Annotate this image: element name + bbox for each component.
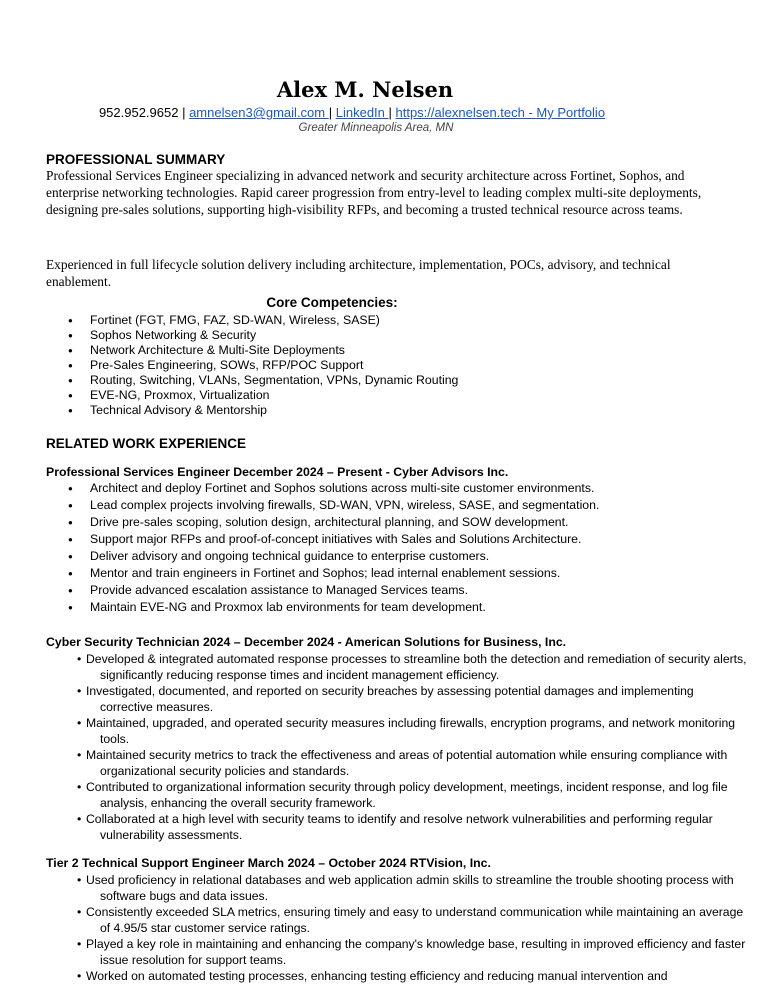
summary-paragraph: Experienced in full lifecycle solution delivery including architecture, implementation, POCs, advisory, and technical enablement.	[46, 257, 671, 289]
list-item: ● Sophos Networking & Security	[68, 328, 458, 343]
contact-separator: |	[178, 105, 190, 120]
list-item: ● Drive pre-sales scoping, solution design, architectural planning, and SOW development.	[68, 514, 599, 531]
job-title: Cyber Security Technician 2024 – December 2024 - American Solutions for Business, Inc.	[46, 635, 567, 649]
list-item: ● Support major RFPs and proof-of-concept initiatives with Sales and Solutions Architecture.	[68, 531, 599, 548]
list-item: • Consistently exceeded SLA metrics, ensuring timely and easy to understand communication while maintaining an average of 4.95/5 star customer service ratings.	[68, 904, 748, 936]
list-item: ● Mentor and train engineers in Fortinet and Sophos; lead internal enablement sessions.	[68, 565, 599, 582]
list-item: ● Provide advanced escalation assistance to Managed Services teams.	[68, 582, 599, 599]
list-item: • Maintained security metrics to track the effectiveness and areas of potential automation while ensuring compliance with organizational security policies and standards.	[68, 747, 748, 779]
linkedin-link[interactable]: LinkedIn	[335, 105, 389, 120]
list-item: ● Network Architecture & Multi-Site Deployments	[68, 343, 458, 358]
contact-separator: |	[328, 105, 336, 120]
location: Greater Minneapolis Area, MN	[298, 122, 454, 134]
job-bullet-list	[68, 480, 599, 616]
list-item: ● Lead complex projects involving firewalls, SD-WAN, VPN, wireless, SASE, and segmentation.	[68, 497, 599, 514]
job-bullet-list	[68, 651, 748, 843]
list-item: ● Maintain EVE-NG and Proxmox lab environments for team development.	[68, 599, 599, 616]
list-item: • Used proficiency in relational databases and web application admin skills to streamline the trouble shooting process with software bugs and data issues.	[68, 872, 748, 904]
summary-paragraph: Professional Services Engineer specializing in advanced network and security architecture across Fortinet, Sophos, and enterprise networking technologies. Rapid career progression from entry-level to leading complex multi-site deployments, designing pre-sales solutions, supporting high-visibility RFPs, and becoming a trusted technical resource across teams.	[46, 168, 702, 217]
list-item: • Developed & integrated automated response processes to streamline both the detection and remediation of security alerts, significantly reducing response times and incident management efficiency.	[68, 651, 748, 683]
phone-number: 952.952.9652	[98, 105, 179, 120]
summary-heading: PROFESSIONAL SUMMARY	[46, 152, 226, 167]
competencies-title: Core Competencies:	[266, 295, 398, 310]
list-item: ● Architect and deploy Fortinet and Sophos solutions across multi-site customer environments.	[68, 480, 599, 497]
list-item: ● Pre-Sales Engineering, SOWs, RFP/POC Support	[68, 358, 458, 373]
job-title: Tier 2 Technical Support Engineer March 2024 – October 2024 RTVision, Inc.	[46, 856, 491, 870]
list-item: • Maintained, upgraded, and operated security measures including firewalls, encryption programs, and network monitoring tools.	[68, 715, 748, 747]
list-item: • Contributed to organizational information security through policy development, meetings, incident response, and log file analysis, enhancing the overall security framework.	[68, 779, 748, 811]
contact-separator: |	[388, 105, 396, 120]
job-title: Professional Services Engineer December 2024 – Present - Cyber Advisors Inc.	[46, 465, 509, 479]
competencies-list	[68, 313, 458, 418]
list-item: ● Fortinet (FGT, FMG, FAZ, SD-WAN, Wireless, SASE)	[68, 313, 458, 328]
list-item: • Worked on automated testing processes, enhancing testing efficiency and reducing manual intervention and	[68, 968, 748, 984]
list-item: ● Deliver advisory and ongoing technical guidance to enterprise customers.	[68, 548, 599, 565]
portfolio-link[interactable]: https://alexnelsen.tech - My Portfolio	[395, 105, 606, 120]
list-item: • Collaborated at a high level with security teams to identify and resolve network vulnerabilities and performing regular vulnerability assessments.	[68, 811, 748, 843]
list-item: ● Routing, Switching, VLANs, Segmentation, VPNs, Dynamic Routing	[68, 373, 458, 388]
candidate-name: Alex M. Nelsen	[276, 77, 454, 102]
contact-line	[0, 104, 704, 122]
list-item: ● Technical Advisory & Mentorship	[68, 403, 458, 418]
job-bullet-list	[68, 872, 748, 984]
list-item: ● EVE-NG, Proxmox, Virtualization	[68, 388, 458, 403]
list-item: • Played a key role in maintaining and enhancing the company's knowledge base, resulting in improved efficiency and faster issue resolution for support teams.	[68, 936, 748, 968]
list-item: • Investigated, documented, and reported on security breaches by assessing potential damages and implementing corrective measures.	[68, 683, 748, 715]
email-link[interactable]: amnelsen3@gmail.com	[189, 105, 329, 120]
experience-heading: RELATED WORK EXPERIENCE	[46, 436, 247, 451]
